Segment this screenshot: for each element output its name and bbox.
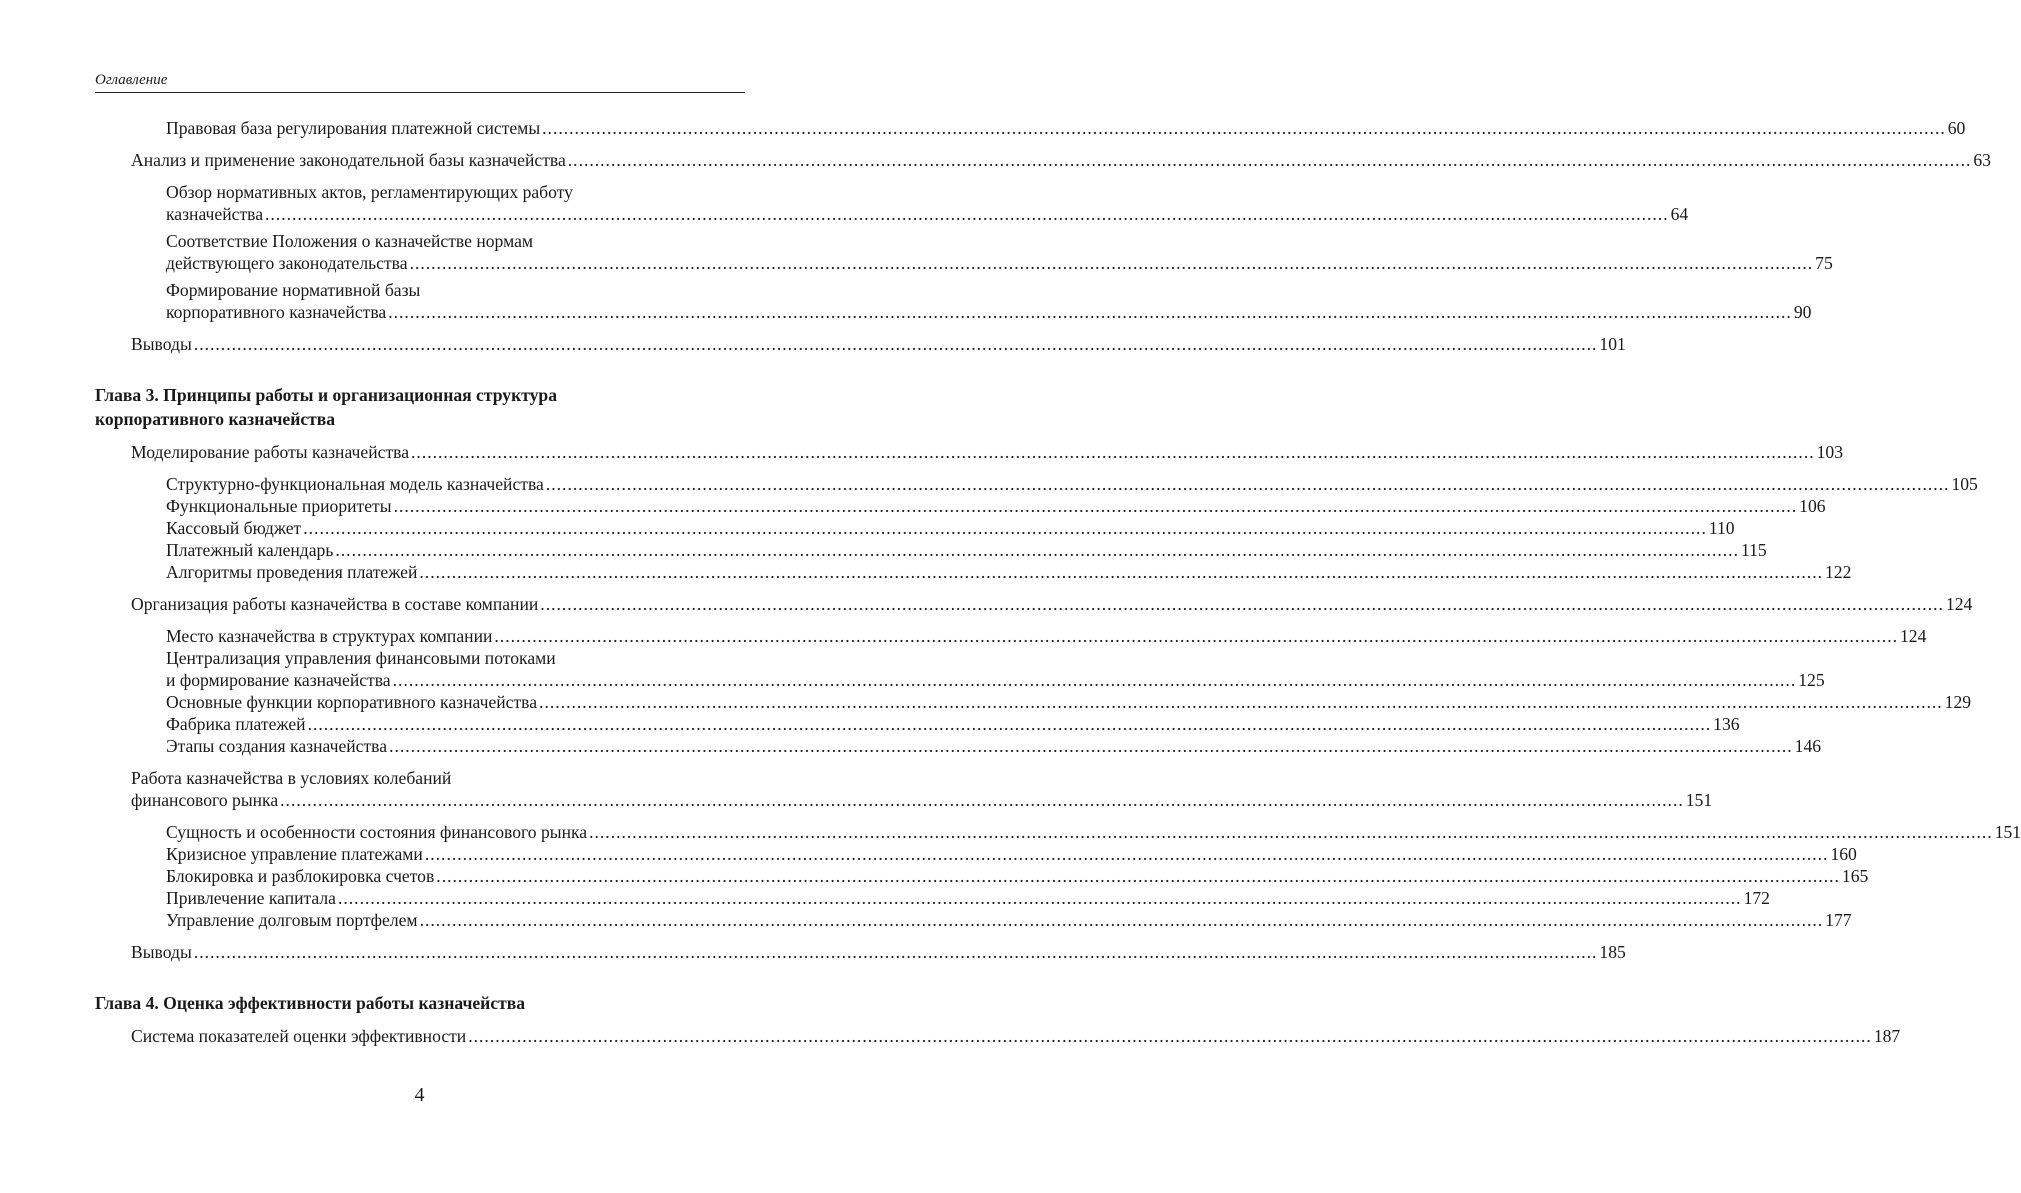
- chapter-title-line: Глава 4. Оценка эффективности работы казначейства: [95, 993, 526, 1013]
- dot-leader: ....................................................................................................................................................................................................................................................................: [494, 626, 1898, 646]
- dot-leader: ....................................................................................................................................................................................................................................................................: [468, 1026, 1872, 1046]
- entry-title: Система показателей оценки эффективности: [131, 1026, 467, 1046]
- dot-leader: ....................................................................................................................................................................................................................................................................: [567, 150, 1972, 170]
- entry-title: Кризисное управление платежами: [166, 844, 423, 864]
- toc-subsection-entry[interactable]: [95, 495, 1826, 517]
- toc-subsection-entry[interactable]: [95, 517, 1735, 539]
- entry-title-line: Обзор нормативных актов, регламентирующих работу: [166, 182, 573, 202]
- table-of-contents: [95, 117, 2021, 1047]
- entry-title: Выводы: [131, 942, 192, 962]
- chapter-title-line: корпоративного казначейства: [95, 409, 336, 429]
- entry-title: действующего законодательства: [166, 253, 408, 273]
- dot-leader: ....................................................................................................................................................................................................................................................................: [540, 594, 1944, 614]
- entry-title: Сущность и особенности состояния финансового рынка: [166, 822, 588, 842]
- dot-leader: ....................................................................................................................................................................................................................................................................: [393, 496, 1798, 516]
- entry-title: Организация работы казначейства в составе компании: [131, 594, 539, 614]
- entry-title-line: Соответствие Положения о казначействе нормам: [166, 231, 534, 251]
- entry-title: Блокировка и разблокировка счетов: [166, 866, 435, 886]
- dot-leader: ....................................................................................................................................................................................................................................................................: [545, 474, 1950, 494]
- toc-subsection-entry[interactable]: [95, 865, 1869, 887]
- entry-title-line: Работа казначейства в условиях колебаний: [131, 768, 452, 788]
- toc-section-entry[interactable]: [95, 149, 1991, 171]
- entry-page-number: 160: [1830, 844, 1857, 864]
- entry-title: Анализ и применение законодательной базы казначейства: [131, 150, 566, 170]
- dot-leader: ....................................................................................................................................................................................................................................................................: [392, 670, 1797, 690]
- entry-title: казначейства: [166, 204, 264, 224]
- entry-title-line: Централизация управления финансовыми потоками: [166, 648, 556, 668]
- dot-leader: ....................................................................................................................................................................................................................................................................: [409, 253, 1814, 273]
- dot-leader: ....................................................................................................................................................................................................................................................................: [542, 118, 1946, 138]
- toc-subsection-entry[interactable]: [95, 473, 1978, 495]
- toc-subsection-entry[interactable]: [95, 735, 1822, 757]
- toc-subsection-entry[interactable]: [95, 181, 1689, 225]
- entry-page-number: 185: [1599, 942, 1626, 962]
- entry-title: Платежный календарь: [166, 540, 334, 560]
- running-header: Оглавление: [95, 72, 745, 93]
- toc-section-entry[interactable]: [95, 767, 1713, 811]
- entry-page-number: 136: [1713, 714, 1740, 734]
- entry-page-number: 110: [1708, 518, 1735, 538]
- entry-page-number: 124: [1945, 594, 1973, 614]
- entry-title: Правовая база регулирования платежной системы: [166, 118, 541, 138]
- toc-subsection-entry[interactable]: [95, 821, 2021, 843]
- entry-page-number: 165: [1841, 866, 1869, 886]
- entry-title: Функциональные приоритеты: [166, 496, 392, 516]
- dot-leader: ....................................................................................................................................................................................................................................................................: [193, 334, 1598, 354]
- toc-section-chapter4: [95, 1025, 1901, 1047]
- entry-title: Моделирование работы казначейства: [131, 442, 410, 462]
- entry-title: финансового рынка: [131, 790, 279, 810]
- dot-leader: ....................................................................................................................................................................................................................................................................: [280, 790, 1684, 810]
- entry-page-number: 125: [1798, 670, 1825, 690]
- entry-page-number: 60: [1947, 118, 1966, 138]
- entry-page-number: 129: [1944, 692, 1972, 712]
- entry-title: корпоративного казначейства: [166, 302, 387, 322]
- entry-page-number: 103: [1816, 442, 1843, 462]
- toc-subsection-entry[interactable]: [95, 625, 1927, 647]
- dot-leader: ....................................................................................................................................................................................................................................................................: [424, 844, 1829, 864]
- entry-page-number: 106: [1799, 496, 1826, 516]
- entry-page-number: 146: [1794, 736, 1822, 756]
- toc-section-entry[interactable]: [95, 441, 1843, 463]
- dot-leader: ....................................................................................................................................................................................................................................................................: [265, 204, 1669, 224]
- toc-section-chapter2-tail: [95, 117, 1991, 355]
- toc-subsection-entry[interactable]: [95, 117, 1966, 139]
- entry-page-number: 151: [1994, 822, 2021, 842]
- toc-section-entry[interactable]: [95, 333, 1626, 355]
- toc-section-chapter3: [95, 441, 2021, 963]
- toc-subsection-entry[interactable]: [95, 691, 1972, 713]
- toc-subsection-entry[interactable]: [95, 647, 1825, 691]
- entry-page-number: 90: [1793, 302, 1812, 322]
- dot-leader: ....................................................................................................................................................................................................................................................................: [388, 302, 1792, 322]
- entry-page-number: 187: [1873, 1026, 1901, 1046]
- entry-page-number: 64: [1670, 204, 1689, 224]
- toc-subsection-entry[interactable]: [95, 887, 1770, 909]
- dot-leader: ....................................................................................................................................................................................................................................................................: [307, 714, 1712, 734]
- entry-title: Основные функции корпоративного казначейства: [166, 692, 538, 712]
- toc-section-entry[interactable]: [95, 941, 1626, 963]
- entry-title: Структурно-функциональная модель казначейства: [166, 474, 544, 494]
- toc-subsection-entry[interactable]: [95, 843, 1857, 865]
- dot-leader: ....................................................................................................................................................................................................................................................................: [303, 518, 1707, 538]
- entry-title: Привлечение капитала: [166, 888, 336, 908]
- chapter-heading-3[interactable]: [95, 383, 745, 431]
- entry-page-number: 75: [1815, 253, 1833, 273]
- chapter-title-line: Глава 3. Принципы работы и организационная структура: [95, 385, 557, 405]
- dot-leader: ....................................................................................................................................................................................................................................................................: [589, 822, 1993, 842]
- entry-title-line: Формирование нормативной базы: [166, 280, 421, 300]
- entry-title: Кассовый бюджет: [166, 518, 302, 538]
- entry-title: Алгоритмы проведения платежей: [166, 562, 418, 582]
- toc-subsection-entry[interactable]: [95, 713, 1740, 735]
- dot-leader: ....................................................................................................................................................................................................................................................................: [389, 736, 1793, 756]
- dot-leader: ....................................................................................................................................................................................................................................................................: [419, 910, 1824, 930]
- entry-title: Место казначейства в структурах компании: [166, 626, 493, 646]
- entry-title: и формирование казначейства: [166, 670, 391, 690]
- dot-leader: ....................................................................................................................................................................................................................................................................: [411, 442, 1815, 462]
- dot-leader: ....................................................................................................................................................................................................................................................................: [539, 692, 1943, 712]
- page-number: 4: [414, 1084, 425, 1106]
- dot-leader: ....................................................................................................................................................................................................................................................................: [193, 942, 1598, 962]
- toc-subsection-entry[interactable]: [95, 230, 1833, 274]
- chapter-heading-4[interactable]: [95, 991, 745, 1015]
- entry-page-number: 63: [1973, 150, 1991, 170]
- entry-page-number: 151: [1685, 790, 1713, 810]
- entry-page-number: 177: [1825, 910, 1852, 930]
- toc-section-entry[interactable]: [95, 1025, 1901, 1047]
- entry-page-number: 124: [1900, 626, 1927, 646]
- entry-title: Этапы создания казначейства: [166, 736, 388, 756]
- entry-page-number: 172: [1743, 888, 1770, 908]
- toc-subsection-entry[interactable]: [95, 539, 1767, 561]
- entry-title: Управление долговым портфелем: [166, 910, 418, 930]
- entry-page-number: 115: [1740, 540, 1767, 560]
- entry-title: Выводы: [131, 334, 192, 354]
- dot-leader: ....................................................................................................................................................................................................................................................................: [419, 562, 1823, 582]
- dot-leader: ....................................................................................................................................................................................................................................................................: [337, 888, 1742, 908]
- toc-subsection-entry[interactable]: [95, 909, 1852, 931]
- toc-section-entry[interactable]: [95, 593, 1973, 615]
- dot-leader: ....................................................................................................................................................................................................................................................................: [436, 866, 1840, 886]
- dot-leader: ....................................................................................................................................................................................................................................................................: [335, 540, 1739, 560]
- entry-title: Фабрика платежей: [166, 714, 306, 734]
- entry-page-number: 101: [1599, 334, 1626, 354]
- entry-page-number: 122: [1824, 562, 1852, 582]
- entry-page-number: 105: [1951, 474, 1978, 494]
- toc-subsection-entry[interactable]: [95, 561, 1852, 583]
- toc-subsection-entry[interactable]: [95, 279, 1812, 323]
